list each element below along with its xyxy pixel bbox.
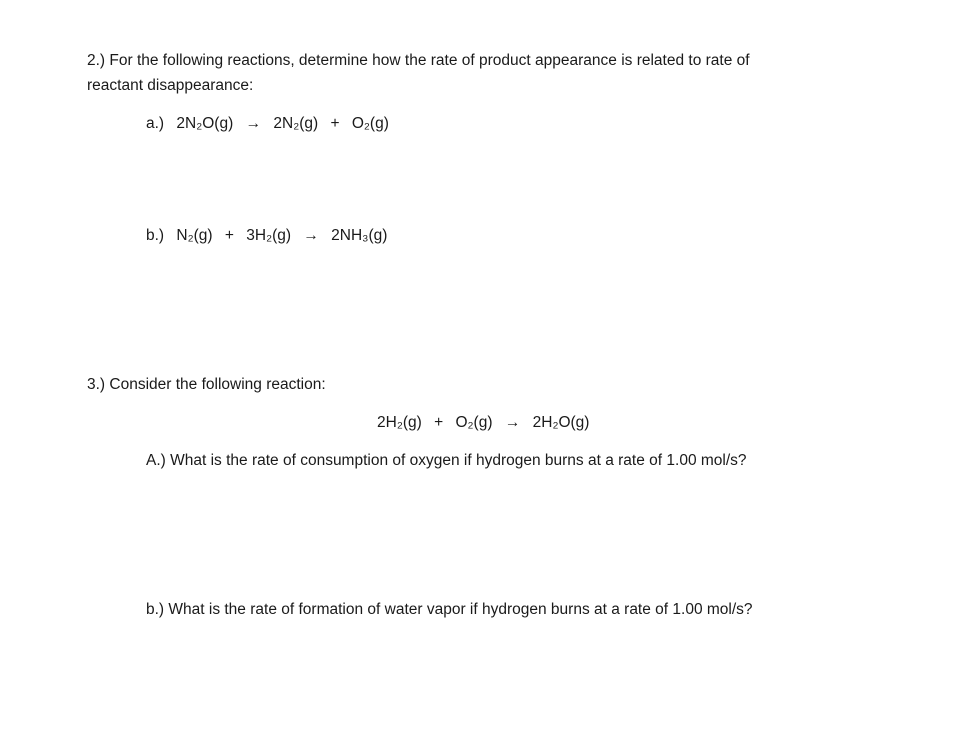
question-3A-text: A.) What is the rate of consumption of oxygen if hydrogen burns at a rate of 1.00 mol/s?: [146, 452, 747, 469]
question-2-prompt-line-1: 2.) For the following reactions, determine how the rate of product appearance is related to rate of: [87, 52, 750, 69]
question-3-prompt: 3.) Consider the following reaction:: [87, 376, 326, 393]
plus-sign: +: [330, 115, 340, 132]
product: 2N₂(g): [273, 115, 319, 132]
reactant: 2H₂(g): [377, 414, 422, 431]
reaction-arrow: →: [245, 115, 262, 132]
reactant: 2N₂O(g): [176, 115, 234, 132]
product: O₂(g): [351, 115, 389, 132]
plus-sign: +: [224, 227, 234, 244]
reaction-arrow: →: [504, 414, 521, 431]
part-label: a.): [146, 115, 165, 132]
product: 2H₂O(g): [532, 414, 590, 431]
part-label: b.): [146, 227, 165, 244]
question-3-equation: [377, 413, 589, 433]
plus-sign: +: [434, 414, 444, 431]
product: 2NH₃(g): [331, 227, 388, 244]
reaction-arrow: →: [303, 227, 319, 244]
question-3b-text: b.) What is the rate of formation of water vapor if hydrogen burns at a rate of 1.00 mol/s?: [146, 601, 753, 618]
question-2b-equation: [146, 226, 387, 246]
reactant: 3H₂(g): [246, 227, 292, 244]
question-2-prompt-line-2: reactant disappearance:: [87, 77, 254, 94]
question-2a-equation: [146, 114, 389, 134]
reactant: N₂(g): [176, 227, 213, 244]
reactant: O₂(g): [455, 414, 493, 431]
